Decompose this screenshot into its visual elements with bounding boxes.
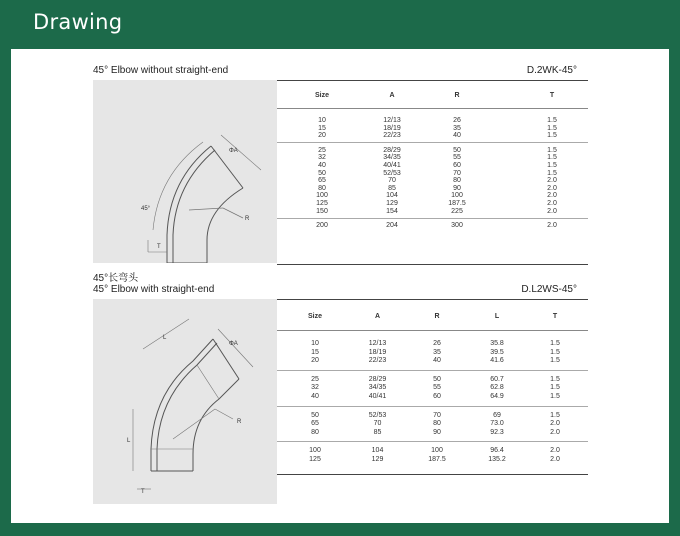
table-cell: 26 [433,340,441,347]
header-bar [0,0,680,48]
r-label: R [245,216,250,222]
table-cell: 41.6 [490,357,504,365]
angle-label: 45° [141,206,151,212]
table-cell: 200 [316,222,328,230]
table-cell: 2.0 [550,420,560,428]
table-cell: 39.5 [490,348,504,356]
section1-col-size: Size [314,92,329,99]
table-cell: 1.5 [547,169,557,177]
table-cell: 2.0 [547,184,557,192]
table-cell: 150 [316,207,328,215]
group-divider [277,406,588,407]
section2-col-l: L [494,313,500,320]
table-cell: 52/53 [368,411,387,419]
table-cell: 18/19 [368,348,387,356]
page-title: Drawing [33,10,123,34]
table-cell: 104 [371,447,384,455]
section2-title: 45° Elbow with straight-end [93,284,215,295]
table-cell: 40 [453,132,461,140]
table-cell: 80 [433,420,441,428]
table-cell: 225 [451,207,463,215]
table-cell: 35 [433,348,441,356]
header-divider [277,330,588,331]
table-cell: 28/29 [383,146,401,154]
table-cell: 1.5 [547,124,557,132]
table-cell: 70 [433,411,441,419]
table-cell: 85 [388,184,396,192]
table-cell: 65 [318,177,326,185]
table-cell: 34/35 [368,384,387,392]
table-cell: 26 [453,117,461,124]
table-cell: 135.2 [488,456,506,463]
table-cell: 1.5 [550,411,560,419]
table-cell: 32 [311,384,319,392]
table-cell: 50 [318,169,326,177]
table-cell: 129 [386,200,398,207]
table-cell: 50 [311,411,319,419]
table-cell: 2.0 [547,192,557,200]
phi-a-label: ΦA [229,148,238,154]
table-cell: 129 [371,456,384,463]
table-cell: 35 [453,124,461,132]
table-cell: 125 [316,200,328,207]
table-cell: 34/35 [383,154,401,162]
table-cell: 15 [318,124,326,132]
table-cell: 12/13 [383,117,401,124]
table-cell: 100 [309,447,321,455]
table-cell: 80 [318,184,326,192]
table-cell: 40 [318,162,326,169]
table-cell: 50 [453,146,461,154]
table-cell: 60 [433,393,441,400]
table-cell: 20 [311,357,319,365]
table-cell: 1.5 [550,357,560,365]
table-cell: 40 [311,393,319,400]
table-cell: 70 [453,169,461,177]
table-cell: 65 [311,420,319,428]
elbow-45-diagram [93,80,277,263]
table-cell: 80 [311,428,319,436]
table-cell: 10 [311,340,319,347]
section2-col-a: A [374,313,381,320]
table-cell: 96.4 [490,447,504,455]
section1-col-r: R [454,92,460,99]
section2-title-cn: 45°长弯头 [93,273,139,284]
section1-col-t: T [549,92,555,99]
table-cell: 187.5 [428,456,446,463]
table-cell: 1.5 [550,375,560,383]
table-cell: 125 [309,456,321,463]
table-cell: 52/53 [383,169,401,177]
table-cell: 1.5 [547,132,557,140]
l-top-label: L [163,335,167,341]
elbow-45-straight-end-diagram [93,299,277,504]
table-cell: 55 [453,154,461,162]
section1-title: 45° Elbow without straight-end [93,65,229,76]
section1-drawing [93,80,277,263]
table-cell: 92.3 [490,428,504,436]
group-divider [277,218,588,219]
table-cell: 204 [386,222,398,230]
section1-code: D.2WK-45° [526,65,577,76]
table-cell: 25 [318,146,326,154]
table-cell: 100 [451,192,463,200]
table-cell: 2.0 [547,222,557,230]
table-cell: 1.5 [550,340,560,347]
table-cell: 2.0 [550,456,560,463]
group-divider [277,142,588,143]
table-cell: 2.0 [550,447,560,455]
section2-code: D.L2WS-45° [521,284,577,295]
table-cell: 40 [433,357,441,365]
table-cell: 1.5 [550,348,560,356]
table-cell: 12/13 [368,340,387,347]
table-cell: 85 [373,428,382,436]
table-cell: 32 [318,154,326,162]
r-label: R [237,419,242,425]
table-cell: 10 [318,117,326,124]
table-cell: 1.5 [547,162,557,169]
section2-col-r: R [434,313,440,320]
section2-drawing [93,299,277,504]
table-cell: 2.0 [547,177,557,185]
table-cell: 22/23 [383,132,401,140]
table-cell: 40/41 [383,162,401,169]
table-cell: 1.5 [547,146,557,154]
table-cell: 25 [311,375,319,383]
table-cell: 100 [431,447,443,455]
table-cell: 40/41 [368,393,387,400]
table-cell: 104 [386,192,398,200]
table-cell: 2.0 [547,200,557,207]
table-cell: 15 [311,348,319,356]
table-cell: 1.5 [550,384,560,392]
table-cell: 2.0 [547,207,557,215]
table-cell: 187.5 [448,200,466,207]
table-cell: 70 [388,177,396,185]
section1-table [277,80,588,265]
table-cell: 154 [386,207,398,215]
section1-col-a: A [389,92,395,99]
table-cell: 22/23 [368,357,387,365]
table-cell: 1.5 [547,117,557,124]
table-cell: 300 [451,222,463,230]
table-cell: 60 [453,162,461,169]
section2-table [277,299,588,475]
table-cell: 2.0 [550,428,560,436]
table-cell: 70 [373,420,382,428]
table-cell: 1.5 [547,154,557,162]
section2-col-size: Size [307,313,322,320]
phi-a-label: ΦA [229,341,238,347]
table-cell: 73.0 [490,420,504,428]
t-label: T [157,244,161,250]
content-panel [11,49,669,523]
group-divider [277,370,588,371]
l-side-label: L [127,438,131,444]
table-cell: 50 [433,375,441,383]
table-cell: 55 [433,384,441,392]
table-cell: 1.5 [550,393,560,400]
header-divider [277,108,588,109]
table-cell: 35.8 [490,340,504,347]
section2-col-t: T [552,313,558,320]
table-cell: 62.8 [490,384,504,392]
table-cell: 60.7 [490,375,504,383]
table-cell: 64.9 [490,393,504,400]
t-label: T [141,489,145,495]
table-cell: 28/29 [368,375,387,383]
table-cell: 90 [453,184,461,192]
table-cell: 20 [318,132,326,140]
table-cell: 100 [316,192,328,200]
group-divider [277,441,588,442]
table-cell: 69 [493,411,501,419]
table-cell: 18/19 [383,124,401,132]
table-cell: 90 [433,428,441,436]
table-cell: 80 [453,177,461,185]
